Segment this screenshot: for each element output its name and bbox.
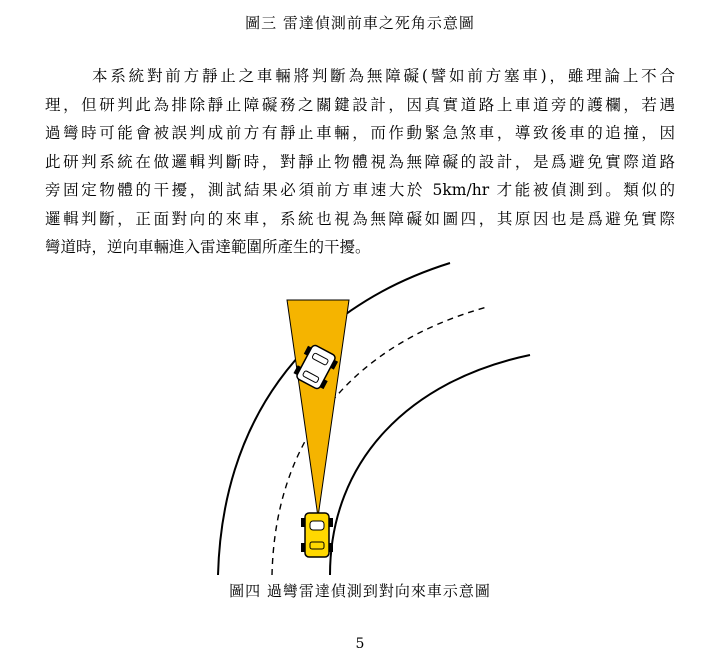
- paragraph-line: 本系統對前方靜止之車輛將判斷為無障礙(譬如前方塞車)，雖理論上不合: [92, 67, 675, 85]
- body-paragraph: [45, 62, 675, 262]
- page-number: 5: [355, 636, 365, 652]
- paragraph-line: 旁固定物體的干擾，測試結果必須前方車速大於 5km/hr 才能被偵測到。類似的: [45, 181, 675, 199]
- figure-3-caption: 圖三 雷達偵測前車之死角示意圖: [245, 14, 475, 32]
- paragraph-line: 彎道時，逆向車輛進入雷達範圍所產生的干擾。: [45, 238, 371, 256]
- radar-beam: [287, 300, 349, 517]
- road-edge-right: [330, 355, 530, 575]
- paragraph-line: 過彎時可能會被誤判成前方有靜止車輛，而作動緊急煞車，導致後車的追撞，因: [45, 124, 675, 142]
- curve-radar-diagram: [0, 255, 720, 575]
- paragraph-line: 邏輯判斷，正面對向的來車，系統也視為無障礙如圖四，其原因也是爲避免實際: [45, 209, 675, 228]
- own-vehicle: [301, 513, 333, 557]
- paragraph-line: 此研判系統在做邏輯判斷時，對靜止物體視為無障礙的設計，是爲避免實際道路: [45, 152, 675, 171]
- figure-4-caption: 圖四 過彎雷達偵測到對向來車示意圖: [229, 582, 491, 600]
- paragraph-line: 理，但研判此為排除靜止障礙務之關鍵設計，因真實道路上車道旁的護欄，若遇: [45, 95, 675, 114]
